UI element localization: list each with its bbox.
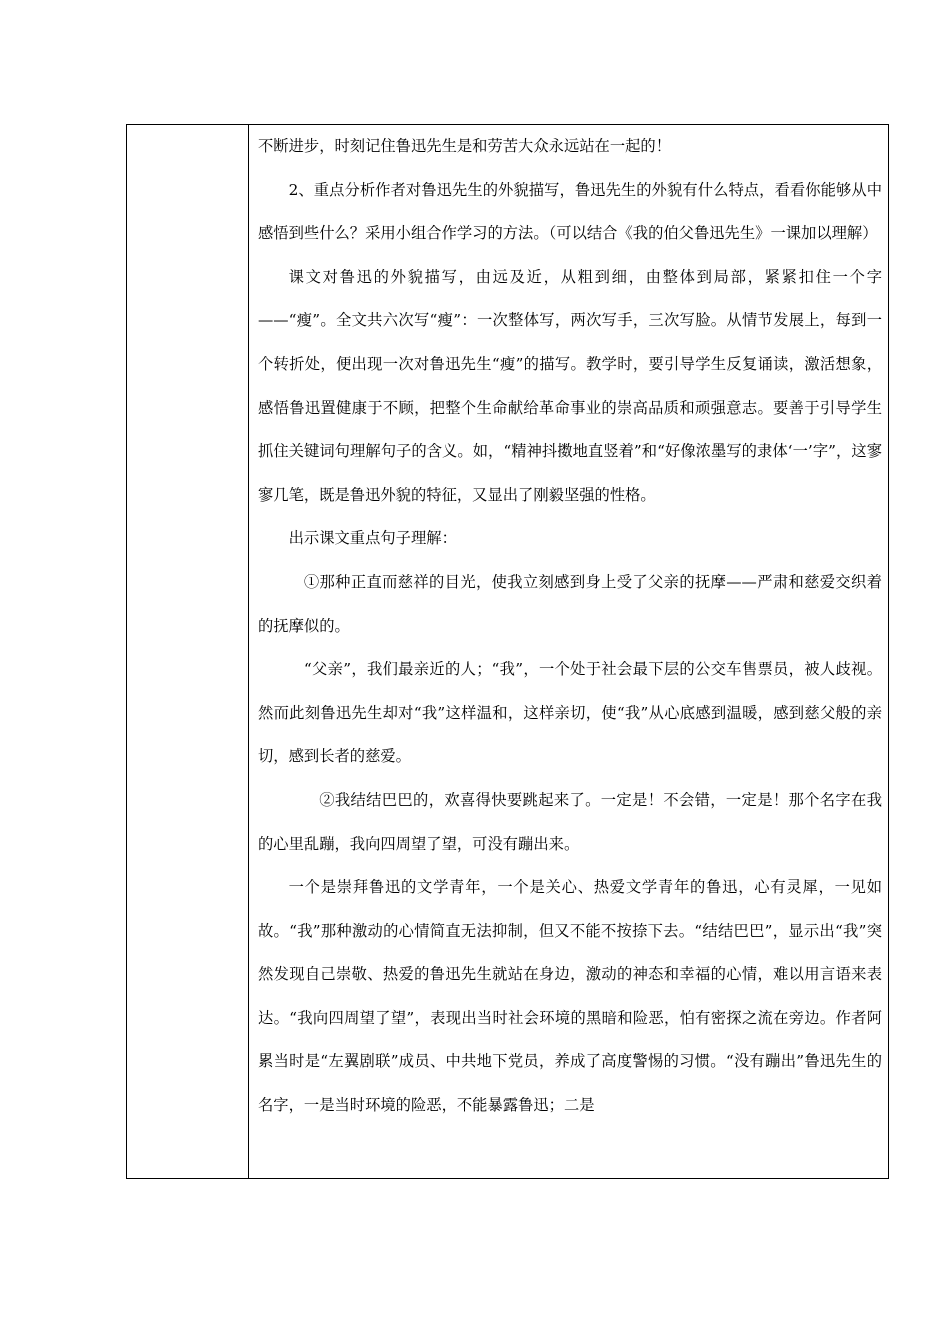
paragraph-5: ①那种正直而慈祥的目光，使我立刻感到身上受了父亲的抚摩——严肃和慈爱交织着的抚摩似的。	[258, 572, 882, 635]
table-left-column	[127, 125, 249, 1178]
paragraph-4: 出示课文重点句子理解：	[288, 529, 457, 548]
paragraph-1: 不断进步，时刻记住鲁迅先生是和劳苦大众永远站在一起的！	[258, 137, 672, 155]
paragraph-3: 课文对鲁迅的外貌描写，由远及近，从粗到细，由整体到局部，紧紧扣住一个字——“瘦”。全文共六次写“瘦”：一次整体写，两次写手，三次写脸。从情节发展上，每到一个转折处，便出现一次对鲁迅先生“瘦”的描写。教学时，要引导学生反复诵读，激活想象，感悟鲁迅置健康于不顾，把整个生命献给革命事业的崇高品质和顽强意志。要善于引导学生抓住关键词句理解句子的含义。如，“精神抖擞地直竖着”和“好像浓墨写的隶体‘一’字”，这寥寥几笔，既是鲁迅外貌的特征，又显出了刚毅坚强的性格。	[258, 267, 882, 504]
paragraph-7: ②我结结巴巴的，欢喜得快要跳起来了。一定是！不会错，一定是！那个名字在我的心里乱蹦，我向四周望了望，可没有蹦出来。	[258, 790, 882, 853]
lesson-table	[126, 124, 889, 1179]
paragraph-8: 一个是崇拜鲁迅的文学青年，一个是关心、热爱文学青年的鲁迅，心有灵犀，一见如故。“我”那种激动的心情简直无法抑制，但又不能不按捺下去。“结结巴巴”，显示出“我”突然发现自己崇敬、热爱的鲁迅先生就站在身边，激动的神态和幸福的心情，难以用言语来表达。“我向四周望了望”，表现出当时社会环境的黑暗和险恶，怕有密探之流在旁边。作者阿累当时是“左翼剧联”成员、中共地下党员，养成了高度警惕的习惯。“没有蹦出”鲁迅先生的名字，一是当时环境的险恶，不能暴露鲁迅；二是	[258, 878, 882, 1115]
paragraph-2: 2、重点分析作者对鲁迅先生的外貌描写，鲁迅先生的外貌有什么特点，看看你能够从中感悟到些什么？采用小组合作学习的方法。（可以结合《我的伯父鲁迅先生》一课加以理解）	[258, 180, 882, 243]
table-content-cell	[258, 125, 882, 1178]
paragraph-6: “父亲”，我们最亲近的人；“我”，一个处于社会最下层的公交车售票员，被人歧视。然而此刻鲁迅先生却对“我”这样温和，这样亲切，使“我”从心底感到温暖，感到慈父般的亲切，感到长者的慈爱。	[258, 660, 882, 766]
